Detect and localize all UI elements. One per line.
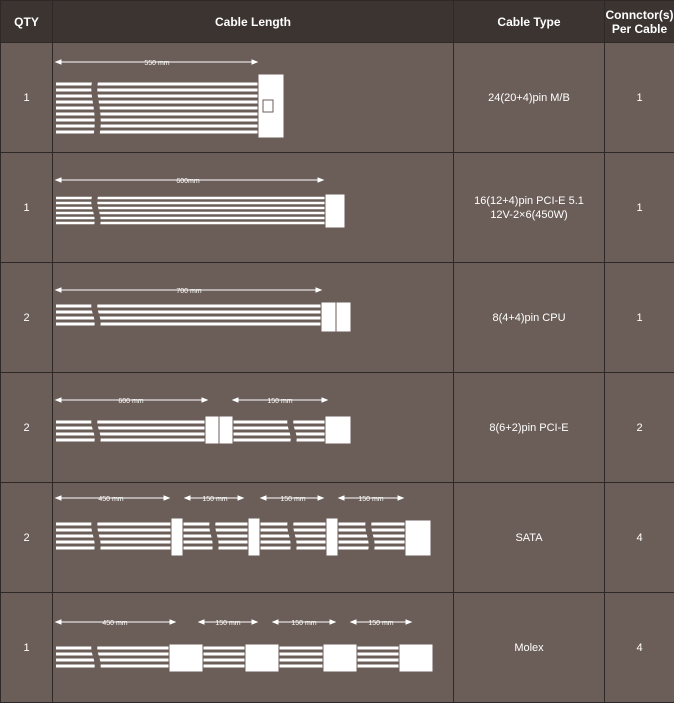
length-label: 600mm <box>176 178 200 185</box>
connectors-cell: 1 <box>605 153 674 263</box>
connectors-cell: 4 <box>605 593 674 703</box>
length-label: 600 mm <box>118 398 143 405</box>
length-label: 700 mm <box>176 288 201 295</box>
cable-illustration <box>53 484 453 592</box>
sata-connector <box>248 518 260 556</box>
qty-cell: 1 <box>1 153 53 263</box>
table-row <box>1 153 674 263</box>
table-row <box>1 593 674 703</box>
cable-diagram-pcie-8pin <box>53 373 454 483</box>
cable-illustration <box>53 44 453 152</box>
molex-connector <box>169 644 203 672</box>
length-label: 550 mm <box>144 60 169 67</box>
cable-diagram-sata <box>53 483 454 593</box>
sata-connector <box>326 518 338 556</box>
length-label: 150 mm <box>280 496 305 503</box>
cable-type-cell: SATA <box>454 483 605 593</box>
cable-illustration <box>53 594 453 702</box>
connector-16pin <box>325 194 345 228</box>
table-row <box>1 373 674 483</box>
table-row <box>1 43 674 153</box>
cable-type-cell: 8(4+4)pin CPU <box>454 263 605 373</box>
molex-connector <box>399 644 433 672</box>
header-qty: QTY <box>1 1 53 43</box>
length-label: 150 mm <box>358 496 383 503</box>
length-label: 150 mm <box>202 496 227 503</box>
length-label: 150 mm <box>291 620 316 627</box>
cable-diagram-cpu-8pin <box>53 263 454 373</box>
length-label: 150 mm <box>215 620 240 627</box>
table-row <box>1 483 674 593</box>
cable-diagram-pcie-16pin <box>53 153 454 263</box>
connectors-cell: 1 <box>605 43 674 153</box>
cable-type-cell: 24(20+4)pin M/B <box>454 43 605 153</box>
molex-connector <box>323 644 357 672</box>
qty-cell: 1 <box>1 43 53 153</box>
header-cable-length: Cable Length <box>53 1 454 43</box>
sata-connector <box>171 518 183 556</box>
cable-type-cell: 16(12+4)pin PCI-E 5.1 12V-2×6(450W) <box>454 153 605 263</box>
qty-cell: 2 <box>1 373 53 483</box>
cable-diagram-mb-24pin <box>53 43 454 153</box>
qty-cell: 2 <box>1 263 53 373</box>
cable-diagram-molex <box>53 593 454 703</box>
cable-type-cell: Molex <box>454 593 605 703</box>
molex-connector <box>245 644 279 672</box>
qty-cell: 1 <box>1 593 53 703</box>
length-label: 150 mm <box>267 398 292 405</box>
sata-connector <box>405 520 431 556</box>
length-label: 450 mm <box>102 620 127 627</box>
header-cable-type: Cable Type <box>454 1 605 43</box>
table-row <box>1 263 674 373</box>
cable-illustration <box>53 264 453 372</box>
length-label: 450 mm <box>98 496 123 503</box>
length-label: 150 mm <box>368 620 393 627</box>
cable-illustration <box>53 374 453 482</box>
connectors-cell: 4 <box>605 483 674 593</box>
qty-cell: 2 <box>1 483 53 593</box>
cable-type-cell: 8(6+2)pin PCI-E <box>454 373 605 483</box>
connectors-cell: 2 <box>605 373 674 483</box>
connectors-cell: 1 <box>605 263 674 373</box>
cable-illustration <box>53 154 453 262</box>
connector-6plus2pin <box>325 416 351 444</box>
connector-24pin <box>258 74 284 138</box>
header-connectors-per-cable: Connctor(s) Per Cable <box>605 1 674 43</box>
header-row <box>1 1 674 43</box>
